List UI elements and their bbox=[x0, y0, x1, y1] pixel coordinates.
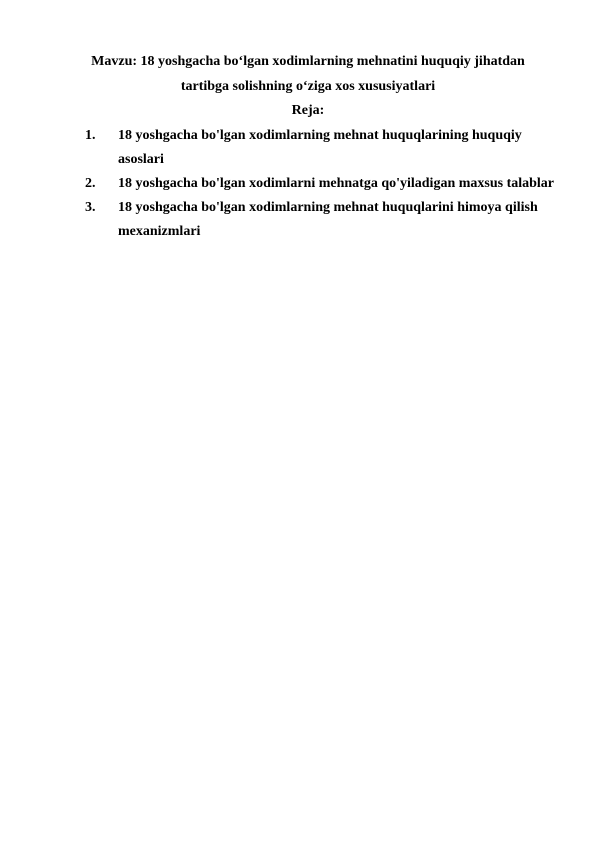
document-title-line-2: tartibga solishning oʻziga xos xususiyatlari bbox=[180, 79, 436, 94]
plan-item-1 bbox=[85, 124, 555, 172]
plan-heading: Reja: bbox=[291, 103, 325, 118]
plan-item-text: 18 yoshgacha bo'lgan xodimlarning mehnat huquqlarining huquqiy asoslari bbox=[118, 128, 522, 167]
plan-item-3 bbox=[85, 196, 555, 244]
plan-list bbox=[85, 124, 555, 244]
plan-item-text: 18 yoshgacha bo'lgan xodimlarning mehnat huquqlarini himoya qilish mexanizmlari bbox=[118, 200, 538, 239]
plan-item-number: 2. bbox=[85, 176, 96, 191]
document-title-line-1: Mavzu: 18 yoshgacha boʻlgan xodimlarning mehnatini huquqiy jihatdan bbox=[91, 54, 525, 69]
plan-item-number: 3. bbox=[85, 200, 96, 215]
plan-item-number: 1. bbox=[85, 128, 96, 143]
plan-item-2 bbox=[85, 172, 555, 196]
plan-item-text: 18 yoshgacha bo'lgan xodimlarni mehnatga qo'yiladigan maxsus talablar bbox=[118, 176, 555, 191]
